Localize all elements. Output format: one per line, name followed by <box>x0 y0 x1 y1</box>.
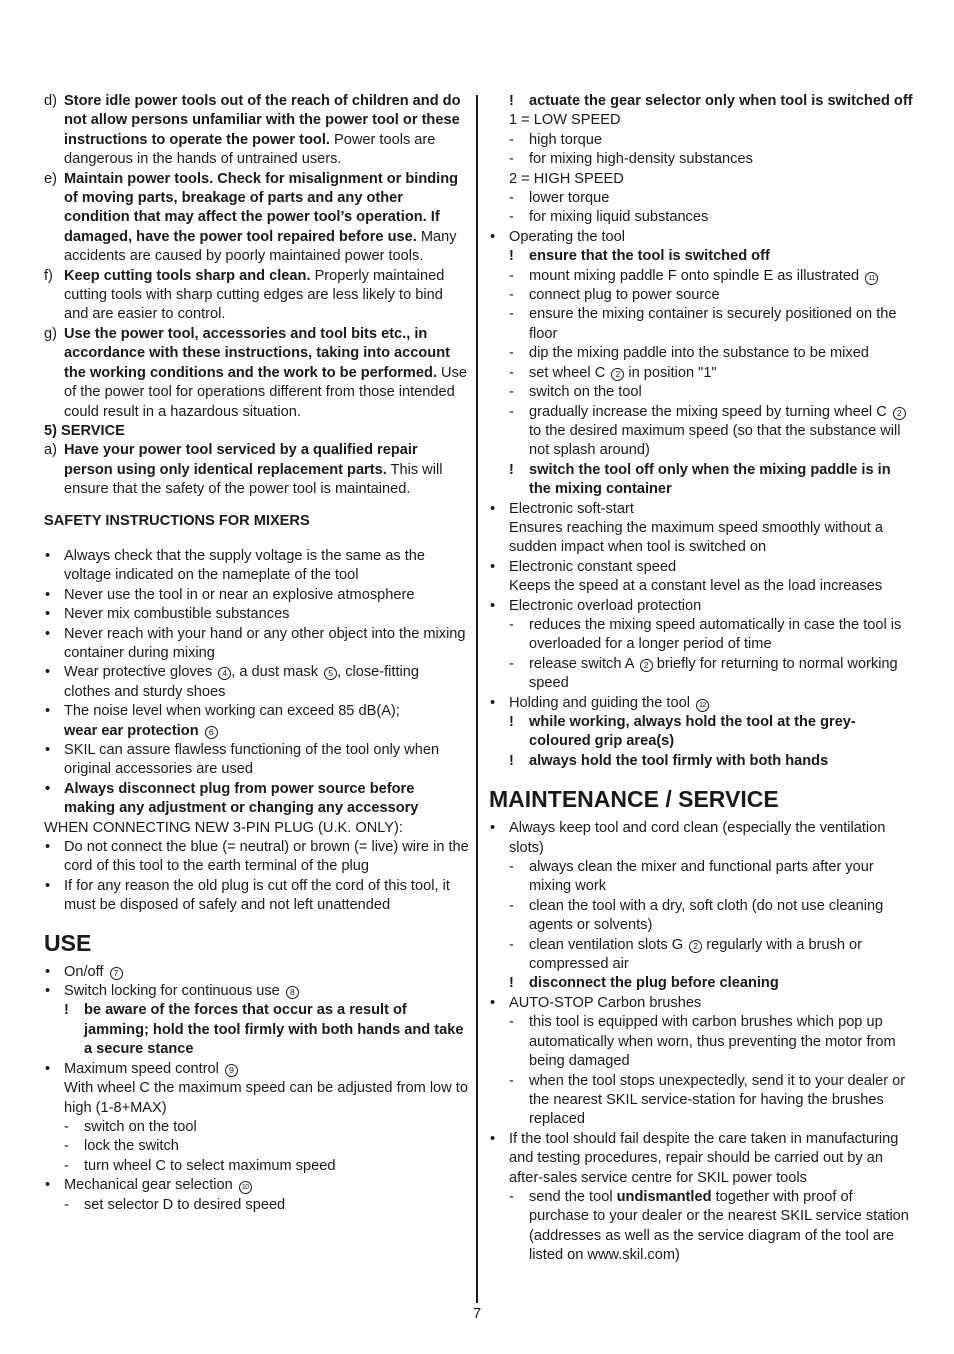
feature-softstart: • Electronic soft-start <box>490 500 634 517</box>
use-item-operating: • Operating the tool <box>490 228 626 245</box>
use-item-onoff: • On/off 7 <box>44 963 469 982</box>
safety-item: • Never use the tool in or near an explosive atmosphere <box>45 586 415 603</box>
use-item-switchlock: • Switch locking for continuous use 8 <box>44 982 469 1001</box>
safety-rule-f <box>44 267 469 325</box>
rule-bold-text: Keep cutting tools sharp and clean. <box>64 267 311 284</box>
figure-ref: 2 <box>893 407 906 420</box>
safety-item: • Always disconnect plug from power source before making any adjustment or changing any accessory <box>45 780 419 817</box>
warning-item: ! always hold the tool firmly with both hands <box>509 752 829 769</box>
step-item: - mount mixing paddle F onto spindle E as illustrated 11 <box>489 267 914 286</box>
use-item-maxspeed: • Maximum speed control 9 <box>44 1060 469 1079</box>
step-item: - connect plug to power source <box>509 287 720 304</box>
step-item: - high torque <box>509 131 603 148</box>
rule-text: Power tools are dangerous in the hands of untrained users. <box>64 131 436 168</box>
rule-bold-text: Use the power tool, accessories and tool bits etc., in accordance with these instructions, taking into account the working conditions and the work to be performed. <box>64 325 450 381</box>
figure-ref: 11 <box>865 272 878 285</box>
figure-ref: 5 <box>324 667 337 680</box>
step-item: - release switch A 2 briefly for returning to normal working speed <box>509 655 898 692</box>
high-speed-label: 2 = HIGH SPEED <box>509 170 624 187</box>
step-item: - send the tool undismantled together with proof of purchase to your dealer or the nearest SKIL service station (addresses as well as the service diagram of the tool are listed on www.skil.com) <box>509 1188 909 1264</box>
use-heading: USE <box>44 929 92 956</box>
figure-ref: 2 <box>689 940 702 953</box>
step-item: - when the tool stops unexpectedly, send it to your dealer or the nearest SKIL service-station for having the brushes replaced <box>509 1072 906 1128</box>
rule-bold-text: Maintain power tools. Check for misalignment or binding of moving parts, breakage of parts and any other condition that may affect the power tool’s operation. If damaged, have the power tool repaired before use. <box>64 170 459 245</box>
page-number: 7 <box>472 1306 482 1322</box>
rule-marker: a) <box>44 442 57 459</box>
column-divider <box>476 95 478 1303</box>
step-item: - always clean the mixer and functional parts after your mixing work <box>509 859 874 895</box>
warning-item: ! actuate the gear selector only when tool is switched off <box>509 93 913 109</box>
step-item: - lock the switch <box>64 1138 179 1155</box>
safety-rule-g <box>44 325 469 422</box>
rule-text: Many accidents are caused by poorly maintained power tools. <box>64 228 457 265</box>
maintenance-item: • AUTO-STOP Carbon brushes <box>490 994 702 1011</box>
safety-rule-d <box>44 92 469 170</box>
figure-ref: 6 <box>205 726 218 739</box>
rule-text: This will ensure that the safety of the power tool is maintained. <box>64 461 443 498</box>
step-item: - clean ventilation slots G 2 regularly with a brush or compressed air <box>509 936 862 973</box>
safety-item: • The noise level when working can exceed 85 dB(A); wear ear protection 6 <box>45 703 400 739</box>
mixer-safety-heading: SAFETY INSTRUCTIONS FOR MIXERS <box>44 512 310 529</box>
plug-heading: WHEN CONNECTING NEW 3-PIN PLUG (U.K. ONLY): <box>44 819 403 836</box>
rule-marker: e) <box>44 170 57 187</box>
figure-ref: 9 <box>225 1064 238 1077</box>
safety-item: • SKIL can assure flawless functioning of the tool only when original accessories are used <box>45 742 440 778</box>
use-item-holding: • Holding and guiding the tool 12 <box>489 694 914 713</box>
warning-item: ! switch the tool off only when the mixing paddle is in the mixing container <box>509 461 891 498</box>
maxspeed-description: With wheel C the maximum speed can be adjusted from low to high (1-8+MAX) <box>64 1080 468 1116</box>
rule-bold-text: Have your power tool serviced by a qualified repair person using only identical replacement parts. <box>64 442 418 478</box>
step-item: - switch on the tool <box>64 1118 197 1135</box>
safety-item: • Never mix combustible substances <box>45 606 290 623</box>
rule-marker: d) <box>44 93 57 109</box>
safety-rule-e <box>44 170 469 267</box>
plug-item: • If for any reason the old plug is cut off the cord of this tool, it must be disposed of safely and not left unattended <box>45 877 450 914</box>
step-item: - clean the tool with a dry, soft cloth (do not use cleaning agents or solvents) <box>509 897 884 934</box>
safety-item: • Always check that the supply voltage is the same as the voltage indicated on the nameplate of the tool <box>45 547 425 584</box>
rule-marker: g) <box>44 325 57 342</box>
step-item: - set selector D to desired speed <box>64 1196 286 1213</box>
figure-ref: 10 <box>239 1181 252 1194</box>
figure-ref: 2 <box>640 659 653 672</box>
step-item: - turn wheel C to select maximum speed <box>64 1157 336 1174</box>
rule-marker: f) <box>44 267 53 284</box>
maintenance-item: • Always keep tool and cord clean (especially the ventilation slots) <box>490 820 886 856</box>
step-item: - switch on the tool <box>509 384 642 401</box>
rule-text: Properly maintained cutting tools with sharp cutting edges are less likely to bind and are easier to control. <box>64 267 445 323</box>
step-item: - gradually increase the mixing speed by turning wheel C 2 to the desired maximum speed (so that the substance will not splash around) <box>489 403 914 461</box>
figure-ref: 2 <box>611 368 624 381</box>
step-item: - for mixing high-density substances <box>509 151 753 168</box>
safety-item: • Never reach with your hand or any other object into the mixing container during mixing <box>45 625 466 661</box>
figure-ref: 7 <box>110 967 123 980</box>
safety-item: • Wear protective gloves 4 , a dust mask 5 , close-fitting clothes and sturdy shoes <box>45 664 420 700</box>
step-item: - set wheel C 2 in position "1" <box>509 364 717 381</box>
left-column <box>44 92 469 1215</box>
maintenance-heading: MAINTENANCE / SERVICE <box>489 786 779 813</box>
rule-text: Use of the power tool for operations different from those intended could result in a hazardous situation. <box>64 364 467 420</box>
feature-overload: • Electronic overload protection <box>490 597 702 614</box>
step-item: - ensure the mixing container is securely positioned on the floor <box>509 306 897 342</box>
low-speed-label: 1 = LOW SPEED <box>509 112 621 129</box>
warning-item: ! disconnect the plug before cleaning <box>509 975 779 992</box>
service-rule-a <box>44 441 469 499</box>
maintenance-item: • If the tool should fail despite the care taken in manufacturing and testing procedures, repair should be carried out by an after-sales service centre for SKIL power tools <box>490 1130 899 1186</box>
feature-description: Keeps the speed at a constant level as the load increases <box>509 578 883 595</box>
step-item: - dip the mixing paddle into the substance to be mixed <box>509 345 869 362</box>
warning-item: ! while working, always hold the tool at the grey-coloured grip area(s) <box>509 714 856 750</box>
use-item-gear: • Mechanical gear selection 10 <box>44 1176 469 1195</box>
step-item: - lower torque <box>509 190 610 207</box>
step-item: - reduces the mixing speed automatically in case the tool is overloaded for a longer period of time <box>509 616 902 653</box>
plug-item: • Do not connect the blue (= neutral) or brown (= live) wire in the cord of this tool to the earth terminal of the plug <box>45 839 469 875</box>
rule-bold-text: Store idle power tools out of the reach of children and do not allow persons unfamiliar with the power tool or these instructions to operate the power tool. <box>64 93 461 148</box>
service-heading: 5) SERVICE <box>44 422 125 439</box>
figure-ref: 8 <box>286 986 299 999</box>
figure-ref: 4 <box>218 667 231 680</box>
step-item: - for mixing liquid substances <box>509 209 709 226</box>
warning-item: ! ensure that the tool is switched off <box>509 248 770 265</box>
figure-ref: 12 <box>696 699 709 712</box>
step-item: - this tool is equipped with carbon brushes which pop up automatically when worn, thus preventing the motor from being damaged <box>509 1014 896 1070</box>
feature-description: Ensures reaching the maximum speed smoothly without a sudden impact when tool is switched on <box>509 519 883 556</box>
warning-item: ! be aware of the forces that occur as a result of jamming; hold the tool firmly with both hands and take a secure stance <box>64 1002 464 1058</box>
right-column <box>489 92 914 1266</box>
feature-constant-speed: • Electronic constant speed <box>490 558 677 575</box>
